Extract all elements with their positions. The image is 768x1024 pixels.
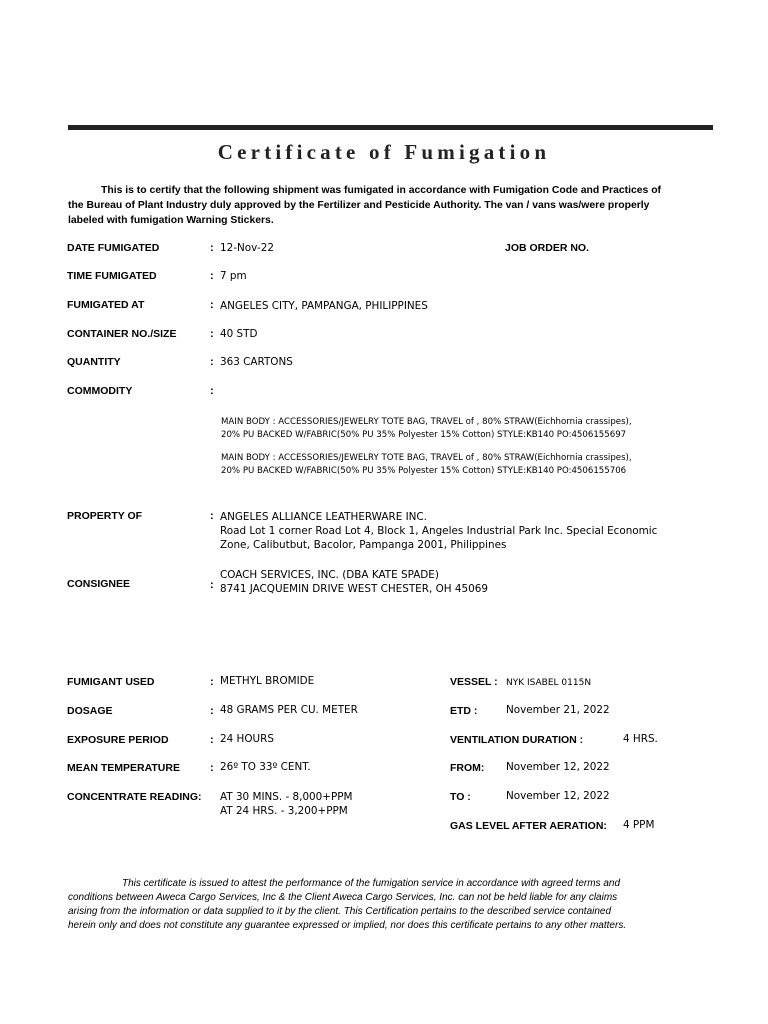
commodity-item [221, 416, 632, 442]
mean-temperature-value: 26º TO 33º CENT. [220, 761, 311, 773]
from-label: FROM: [450, 762, 485, 774]
fumigant-used-value: METHYL BROMIDE [220, 675, 315, 687]
colon: : [210, 676, 214, 688]
consignee-address: 8741 JACQUEMIN DRIVE WEST CHESTER, OH 45069 [220, 583, 488, 595]
gas-level-value: 4 PPM [623, 819, 655, 831]
job-order-label: JOB ORDER NO. [505, 242, 590, 254]
intro-paragraph: This is to certify that the following shipment was fumigated in accordance with Fumigation Code and Practices of the Bureau of Plant Industry duly approved by the Fertilizer and Pesticide Authority. The van / vans was/were properly labeled with fumigation Warning Stickers. [68, 185, 662, 226]
disclaimer-paragraph: This certificate is issued to attest the performance of the fumigation service in accordance with agreed terms and conditions between Aweca Cargo Services, Inc & the Client Aweca Cargo Services, Inc. can not be held liable for any claims arising from the information or data supplied to it by the client. This Certification pertains to the described service contained herein only and does not constitute any guarantee expressed or implied, nor does this certificate pertains to any other matters. [68, 878, 627, 931]
date-fumigated-value: 12-Nov-22 [220, 242, 274, 254]
etd-value: November 21, 2022 [506, 704, 610, 716]
commodity-item-line: MAIN BODY : ACCESSORIES/JEWELRY TOTE BAG, TRAVEL of , 80% STRAW(Eichhornia crassipes), [221, 417, 632, 427]
colon: : [210, 328, 214, 340]
colon: : [210, 579, 214, 591]
quantity-label: QUANTITY [67, 356, 121, 368]
container-value: 40 STD [220, 328, 258, 340]
vessel-label: VESSEL : [450, 676, 498, 688]
date-fumigated-label: DATE FUMIGATED [67, 242, 160, 254]
vessel-value: NYK ISABEL 0115N [506, 678, 592, 688]
property-of-name: ANGELES ALLIANCE LEATHERWARE INC. [220, 511, 427, 523]
gas-level-label: GAS LEVEL AFTER AERATION: [450, 820, 607, 832]
consignee-label: CONSIGNEE [67, 578, 131, 590]
colon: : [210, 385, 214, 397]
exposure-period-value: 24 HOURS [220, 733, 274, 745]
colon: : [210, 356, 214, 368]
concentrate-reading-value [220, 790, 352, 818]
to-label: TO : [450, 791, 471, 803]
concentrate-reading-label: CONCENTRATE READING: [67, 791, 202, 803]
commodity-item-line: 20% PU BACKED W/FABRIC(50% PU 35% Polyester 15% Cotton) STYLE:KB140 PO:4506155706 [221, 466, 627, 476]
dosage-value: 48 GRAMS PER CU. METER [220, 704, 358, 716]
fumigated-at-value: ANGELES CITY, PAMPANGA, PHILIPPINES [220, 300, 428, 312]
fumigated-at-label: FUMIGATED AT [67, 299, 145, 311]
commodity-item-line: MAIN BODY : ACCESSORIES/JEWELRY TOTE BAG, TRAVEL of , 80% STRAW(Eichhornia crassipes), [221, 453, 632, 463]
concentrate-reading-line: AT 30 MINS. - 8,000+PPM [220, 791, 353, 803]
colon: : [210, 762, 214, 774]
etd-label: ETD : [450, 705, 478, 717]
colon: : [210, 734, 214, 746]
to-value: November 12, 2022 [506, 790, 610, 802]
certificate-title: Certificate of Fumigation [217, 140, 551, 164]
commodity-item [221, 452, 632, 478]
ventilation-duration-label: VENTILATION DURATION : [450, 734, 584, 746]
dosage-label: DOSAGE [67, 705, 113, 717]
consignee-value [220, 568, 488, 596]
from-value: November 12, 2022 [506, 761, 610, 773]
container-label: CONTAINER NO./SIZE [67, 328, 177, 340]
colon: : [210, 270, 214, 282]
commodity-label: COMMODITY [67, 385, 133, 397]
property-of-address-line: Road Lot 1 corner Road Lot 4, Block 1, Angeles Industrial Park Inc. Special Economic [220, 525, 658, 537]
exposure-period-label: EXPOSURE PERIOD [67, 734, 169, 746]
ventilation-duration-value: 4 HRS. [623, 733, 658, 745]
colon: : [210, 242, 214, 254]
property-of-label: PROPERTY OF [67, 510, 143, 522]
commodity-item-line: 20% PU BACKED W/FABRIC(50% PU 35% Polyester 15% Cotton) STYLE:KB140 PO:4506155697 [221, 430, 627, 440]
fumigant-used-label: FUMIGANT USED [67, 676, 155, 688]
colon: : [210, 705, 214, 717]
property-of-value [220, 510, 657, 552]
property-of-address-line: Zone, Calibutbut, Bacolor, Pampanga 2001, Philippines [220, 539, 507, 551]
header-rule [68, 125, 713, 130]
quantity-value: 363 CARTONS [220, 356, 293, 368]
time-fumigated-label: TIME FUMIGATED [67, 270, 157, 282]
consignee-name: COACH SERVICES, INC. (DBA KATE SPADE) [220, 569, 439, 581]
colon: : [210, 299, 214, 311]
time-fumigated-value: 7 pm [220, 270, 247, 282]
mean-temperature-label: MEAN TEMPERATURE [67, 762, 180, 774]
colon: : [210, 510, 214, 522]
concentrate-reading-line: AT 24 HRS. - 3,200+PPM [220, 805, 348, 817]
